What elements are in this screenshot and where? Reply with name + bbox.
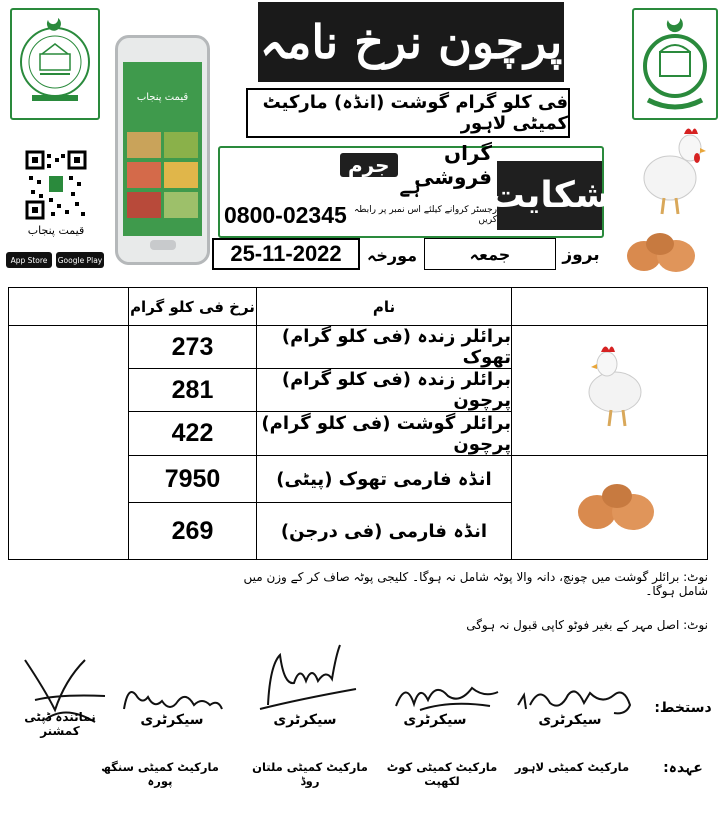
- table-row-name: برائلر زندہ (فی کلو گرام) پرچون: [281, 369, 511, 411]
- date-label: مورخہ: [366, 245, 418, 265]
- google-play-badge[interactable]: [56, 252, 104, 268]
- official-market: مارکیٹ کمیٹی ملتان روڈ: [252, 760, 368, 788]
- phone-app-label: قیمت پنجاب: [136, 92, 189, 103]
- official-market: مارکیٹ کمیٹی کوٹ لکھپت: [386, 760, 498, 788]
- date-value: 25-11-2022: [212, 238, 360, 270]
- punjab-government-logo: [632, 8, 718, 120]
- page-title: پرچون نرخ نامہ: [258, 2, 564, 82]
- phone-home-button: [150, 240, 176, 250]
- market-committee-logo: [10, 8, 100, 120]
- designation-label: عہدہ:: [663, 760, 703, 776]
- official-designation: سیکرٹری: [403, 712, 467, 728]
- crime-line-prefix: گراں فروشی: [414, 141, 492, 189]
- name-column-header: نام: [372, 297, 396, 316]
- official-designation: سیکرٹری: [273, 712, 337, 728]
- rate-column-header: نرخ فی کلو گرام: [130, 297, 255, 316]
- complaint-title: شکایت: [497, 161, 602, 230]
- page-subtitle: فی کلو گرام گوشت (انڈہ) مارکیٹ کمیٹی لاہور: [246, 88, 570, 138]
- table-row-rate: 273: [171, 332, 214, 361]
- official-market: مارکیٹ کمیٹی سنگھ پورہ: [101, 760, 219, 788]
- crime-badge: جرم: [340, 153, 398, 177]
- table-divider: [511, 287, 512, 560]
- app-store-label: App Store: [10, 255, 48, 265]
- table-row-name: برائلر زندہ (فی کلو گرام) تھوک: [281, 326, 511, 368]
- table-row-name: برائلر گوشت (فی کلو گرام) پرچون: [261, 412, 511, 455]
- eggs-icon: [622, 228, 702, 274]
- hen-icon: [640, 122, 706, 218]
- qr-caption: قیمت پنجاب: [27, 224, 85, 237]
- signature-image: [390, 670, 505, 715]
- official-market: مارکیٹ کمیٹی لاہور: [514, 760, 630, 774]
- note-stamp: نوٹ: اصل مہر کے بغیر فوٹو کاپی قبول نہ ہوگی: [466, 618, 708, 632]
- hen-icon: [585, 340, 657, 430]
- official-designation: نمائندہ ڈپٹی کمشنر: [24, 710, 96, 738]
- table-row-name: انڈہ فارمی (فی درجن): [280, 520, 488, 542]
- register-note: رجسٹر کروانے کیلئے اس نمبر پر رابطہ کریں: [354, 205, 497, 225]
- signature-label: دستخط:: [654, 700, 712, 716]
- note-broiler: نوٹ: برائلر گوشت میں چونچ، دانہ والا پوٹہ شامل نہ ہوگا۔ کلیجی پوٹہ صاف کر کے وزن میں شامل ہوگا۔: [243, 570, 708, 598]
- helpline-number[interactable]: 0800-02345: [224, 201, 347, 228]
- official-designation: سیکرٹری: [538, 712, 602, 728]
- table-row-rate: 269: [171, 516, 214, 545]
- signature-image: [240, 635, 360, 715]
- table-row-rate: 281: [171, 375, 214, 404]
- qr-code-icon[interactable]: [25, 150, 87, 220]
- google-play-label: Google Play: [57, 255, 103, 265]
- table-row-rate: 7950: [164, 464, 221, 493]
- phone-screen: [123, 62, 202, 236]
- day-label: بروز: [562, 245, 600, 265]
- official-designation: سیکرٹری: [140, 712, 204, 728]
- day-value: جمعہ: [424, 238, 556, 270]
- app-store-badge[interactable]: [6, 252, 52, 268]
- eggs-icon: [575, 478, 659, 534]
- table-row-rate: 422: [171, 419, 214, 447]
- crime-line-suffix: ہے: [399, 177, 421, 198]
- table-row-name: انڈہ فارمی تھوک (پیٹی): [276, 468, 492, 490]
